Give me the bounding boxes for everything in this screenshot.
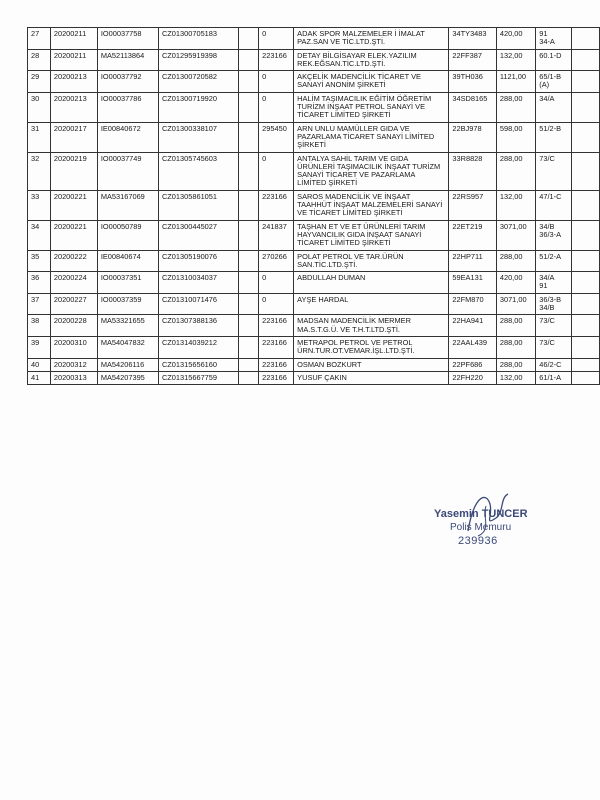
empty-cell — [238, 152, 258, 190]
signatory-title: Polis Memuru — [450, 522, 512, 533]
fine-amount: 288,00 — [496, 358, 535, 371]
empty-cell — [238, 71, 258, 93]
record-id: MA54206116 — [97, 358, 158, 371]
company-name: ANTALYA SAHİL TARIM VE GIDA ÜRÜNLERİ TAŞIMACILIK İNŞAAT TURİZM SANAYİ TİCARET VE PAZARLAMA LİMİTED ŞİRKETİ — [294, 152, 449, 190]
company-name: AKÇELİK MADENCİLİK TİCARET VE SANAYİ ANONİM ŞİRKETİ — [294, 71, 449, 93]
record-code: 0 — [259, 71, 294, 93]
record-date: 20200227 — [50, 293, 97, 315]
record-id: IO00037749 — [97, 152, 158, 190]
empty-cell — [571, 371, 599, 384]
fine-amount: 420,00 — [496, 28, 535, 50]
company-name: AYŞE HARDAL — [294, 293, 449, 315]
article-line: 61/1-A — [539, 372, 562, 382]
record-id: IO00037758 — [97, 28, 158, 50]
empty-cell — [238, 220, 258, 250]
row-number: 31 — [28, 122, 51, 152]
article-reference — [536, 358, 572, 371]
article-line: 73/C — [539, 337, 555, 347]
record-id: MA54207395 — [97, 371, 158, 384]
record-id: IO00037792 — [97, 71, 158, 93]
empty-cell — [571, 358, 599, 371]
article-line: 73/C — [539, 316, 555, 326]
article-line: 47/1-C — [539, 191, 562, 201]
empty-cell — [238, 190, 258, 220]
empty-cell — [571, 315, 599, 337]
empty-cell — [238, 293, 258, 315]
record-date: 20200211 — [50, 49, 97, 71]
fine-amount: 132,00 — [496, 49, 535, 71]
record-code: 223166 — [259, 336, 294, 358]
table-row — [28, 371, 600, 384]
record-date: 20200219 — [50, 152, 97, 190]
record-code: 270266 — [259, 250, 294, 272]
record-cz-number: CZ01310034037 — [158, 272, 238, 294]
fine-amount: 288,00 — [496, 315, 535, 337]
vehicle-plate: 22BJ978 — [449, 122, 496, 152]
record-id: MA52113864 — [97, 49, 158, 71]
record-code: 0 — [259, 272, 294, 294]
article-line: 65/1-B — [539, 72, 562, 82]
fine-amount: 598,00 — [496, 122, 535, 152]
record-code: 223166 — [259, 358, 294, 371]
fine-amount: 3071,00 — [496, 293, 535, 315]
company-name: YUSUF ÇAKIN — [294, 371, 449, 384]
company-name: OSMAN BOZKURT — [294, 358, 449, 371]
company-name: ARN UNLU MAMÜLLER GIDA VE PAZARLAMA TİCARET SANAYİ LİMİTED ŞİRKETİ — [294, 122, 449, 152]
row-number: 27 — [28, 28, 51, 50]
row-number: 39 — [28, 336, 51, 358]
record-cz-number: CZ01300719920 — [158, 92, 238, 122]
row-number: 40 — [28, 358, 51, 371]
row-number: 35 — [28, 250, 51, 272]
record-code: 241837 — [259, 220, 294, 250]
record-cz-number: CZ01305861051 — [158, 190, 238, 220]
table-row — [28, 122, 600, 152]
empty-cell — [571, 293, 599, 315]
vehicle-plate: 34SD8165 — [449, 92, 496, 122]
record-date: 20200313 — [50, 371, 97, 384]
record-id: IE00840672 — [97, 122, 158, 152]
empty-cell — [571, 152, 599, 190]
record-id: IO00050789 — [97, 220, 158, 250]
empty-cell — [571, 28, 599, 50]
company-name: SAROS MADENCİLİK VE İNŞAAT TAAHHÜT İNŞAAT MALZEMELERİ SANAYİ VE TİCARET LİMİTED ŞİRKETİ — [294, 190, 449, 220]
article-line: 36/3-B — [539, 294, 562, 304]
record-cz-number: CZ01300720582 — [158, 71, 238, 93]
article-reference — [536, 152, 572, 190]
article-line: 34/B — [539, 221, 555, 231]
signatory-number: 239936 — [458, 535, 498, 547]
article-reference — [536, 293, 572, 315]
empty-cell — [571, 272, 599, 294]
company-name: TAŞHAN ET VE ET ÜRÜNLERİ TARIM HAYVANCILIK GIDA İNŞAAT SANAYİ TİCARET LİMİTED ŞİRKETİ — [294, 220, 449, 250]
records-table — [27, 27, 600, 385]
empty-cell — [571, 92, 599, 122]
fine-amount: 3071,00 — [496, 220, 535, 250]
fine-amount: 288,00 — [496, 336, 535, 358]
article-line: 91 — [539, 29, 548, 38]
vehicle-plate: 22FF387 — [449, 49, 496, 71]
empty-cell — [571, 336, 599, 358]
empty-cell — [238, 358, 258, 371]
empty-cell — [571, 122, 599, 152]
vehicle-plate: 22HP711 — [449, 250, 496, 272]
empty-cell — [571, 220, 599, 250]
empty-cell — [238, 28, 258, 50]
row-number: 38 — [28, 315, 51, 337]
fine-amount: 288,00 — [496, 152, 535, 190]
record-code: 295450 — [259, 122, 294, 152]
company-name: MADSAN MADENCİLİK MERMER MA.S.T.G.Ü. VE T.H.T.LTD.ŞTİ. — [294, 315, 449, 337]
record-code: 0 — [259, 293, 294, 315]
table-row — [28, 358, 600, 371]
record-cz-number: CZ01315656160 — [158, 358, 238, 371]
vehicle-plate: 22RS957 — [449, 190, 496, 220]
record-date: 20200224 — [50, 272, 97, 294]
article-reference — [536, 220, 572, 250]
record-id: MA54047832 — [97, 336, 158, 358]
record-id: MA53321655 — [97, 315, 158, 337]
row-number: 41 — [28, 371, 51, 384]
record-cz-number: CZ01307388136 — [158, 315, 238, 337]
record-cz-number: CZ01300705183 — [158, 28, 238, 50]
article-line: 34-A — [539, 37, 555, 47]
record-code: 0 — [259, 28, 294, 50]
record-date: 20200213 — [50, 71, 97, 93]
vehicle-plate: 22FM870 — [449, 293, 496, 315]
table-row — [28, 49, 600, 71]
article-reference — [536, 71, 572, 93]
article-reference — [536, 49, 572, 71]
fine-amount: 132,00 — [496, 371, 535, 384]
table-row — [28, 152, 600, 190]
signature-block — [426, 486, 566, 556]
record-code: 223166 — [259, 190, 294, 220]
vehicle-plate: 22HA941 — [449, 315, 496, 337]
row-number: 28 — [28, 49, 51, 71]
signatory-name: Yasemin TUNCER — [434, 508, 528, 520]
fine-amount: 1121,00 — [496, 71, 535, 93]
row-number: 30 — [28, 92, 51, 122]
table-row — [28, 250, 600, 272]
table-row — [28, 28, 600, 50]
article-reference — [536, 190, 572, 220]
empty-cell — [571, 71, 599, 93]
company-name: POLAT PETROL VE TAR.ÜRÜN SAN.TİC.LTD.ŞTİ. — [294, 250, 449, 272]
record-cz-number: CZ01295919398 — [158, 49, 238, 71]
vehicle-plate: 22AAL439 — [449, 336, 496, 358]
record-cz-number: CZ01314039212 — [158, 336, 238, 358]
record-code: 223166 — [259, 315, 294, 337]
record-cz-number: CZ01305745603 — [158, 152, 238, 190]
record-date: 20200228 — [50, 315, 97, 337]
row-number: 36 — [28, 272, 51, 294]
record-date: 20200213 — [50, 92, 97, 122]
article-reference — [536, 250, 572, 272]
fine-amount: 132,00 — [496, 190, 535, 220]
article-line: 36/3-A — [539, 229, 562, 239]
article-reference — [536, 315, 572, 337]
article-line: 60.1-D — [539, 50, 562, 60]
article-line: 46/2-C — [539, 359, 562, 369]
company-name: DETAY BİLGİSAYAR ELEK.YAZILIM REK.EĞSAN.TİC.LTD.ŞTİ. — [294, 49, 449, 71]
vehicle-plate: 34TY3483 — [449, 28, 496, 50]
empty-cell — [238, 49, 258, 71]
record-date: 20200221 — [50, 190, 97, 220]
article-line: (A) — [539, 80, 550, 90]
empty-cell — [238, 92, 258, 122]
record-date: 20200312 — [50, 358, 97, 371]
row-number: 34 — [28, 220, 51, 250]
company-name: METRAPOL PETROL VE PETROL ÜRN.TUR.OT.VEMAR.İŞL.LTD.ŞTİ. — [294, 336, 449, 358]
record-code: 0 — [259, 152, 294, 190]
row-number: 37 — [28, 293, 51, 315]
table-row — [28, 220, 600, 250]
article-line: 73/C — [539, 153, 555, 163]
record-cz-number: CZ01315667759 — [158, 371, 238, 384]
article-reference — [536, 122, 572, 152]
row-number: 32 — [28, 152, 51, 190]
empty-cell — [571, 190, 599, 220]
article-reference — [536, 336, 572, 358]
vehicle-plate: 39TH036 — [449, 71, 496, 93]
vehicle-plate: 22FH220 — [449, 371, 496, 384]
article-line: 34/B — [539, 303, 555, 313]
empty-cell — [571, 49, 599, 71]
record-cz-number: CZ01300445027 — [158, 220, 238, 250]
article-line: 91 — [539, 281, 548, 291]
empty-cell — [238, 315, 258, 337]
empty-cell — [238, 122, 258, 152]
table-row — [28, 293, 600, 315]
fine-amount: 288,00 — [496, 92, 535, 122]
record-code: 223166 — [259, 371, 294, 384]
fine-amount: 420,00 — [496, 272, 535, 294]
empty-cell — [238, 272, 258, 294]
vehicle-plate: 22PF686 — [449, 358, 496, 371]
record-date: 20200217 — [50, 122, 97, 152]
article-reference — [536, 92, 572, 122]
record-cz-number: CZ01300338107 — [158, 122, 238, 152]
table-row — [28, 336, 600, 358]
company-name: ABDULLAH DUMAN — [294, 272, 449, 294]
article-reference — [536, 28, 572, 50]
empty-cell — [238, 336, 258, 358]
table-row — [28, 272, 600, 294]
record-id: IO00037786 — [97, 92, 158, 122]
empty-cell — [238, 250, 258, 272]
article-line: 51/2-A — [539, 251, 562, 261]
record-date: 20200222 — [50, 250, 97, 272]
record-id: IO00037359 — [97, 293, 158, 315]
table-row — [28, 92, 600, 122]
record-cz-number: CZ01310071476 — [158, 293, 238, 315]
company-name: ADAK SPOR MALZEMELER İ İMALAT PAZ.SAN VE TİC.LTD.ŞTİ. — [294, 28, 449, 50]
record-date: 20200211 — [50, 28, 97, 50]
record-id: IE00840674 — [97, 250, 158, 272]
records-table-body — [28, 28, 600, 385]
vehicle-plate: 59EA131 — [449, 272, 496, 294]
record-date: 20200310 — [50, 336, 97, 358]
table-row — [28, 190, 600, 220]
record-id: MA53167069 — [97, 190, 158, 220]
article-line: 34/A — [539, 93, 555, 103]
article-line: 34/A — [539, 273, 555, 283]
vehicle-plate: 33R8828 — [449, 152, 496, 190]
article-line: 51/2-B — [539, 123, 562, 133]
fine-amount: 288,00 — [496, 250, 535, 272]
article-reference — [536, 272, 572, 294]
record-code: 0 — [259, 92, 294, 122]
row-number: 29 — [28, 71, 51, 93]
record-date: 20200221 — [50, 220, 97, 250]
record-id: IO00037351 — [97, 272, 158, 294]
table-row — [28, 315, 600, 337]
record-code: 223166 — [259, 49, 294, 71]
company-name: HALİM TAŞIMACILIK EĞİTİM ÖĞRETİM TURİZM İNŞAAT PETROL SANAYİ VE TİCARET LİMİTED ŞİRKETİ — [294, 92, 449, 122]
empty-cell — [238, 371, 258, 384]
vehicle-plate: 22ET219 — [449, 220, 496, 250]
row-number: 33 — [28, 190, 51, 220]
article-reference — [536, 371, 572, 384]
record-cz-number: CZ01305190076 — [158, 250, 238, 272]
table-row — [28, 71, 600, 93]
empty-cell — [571, 250, 599, 272]
